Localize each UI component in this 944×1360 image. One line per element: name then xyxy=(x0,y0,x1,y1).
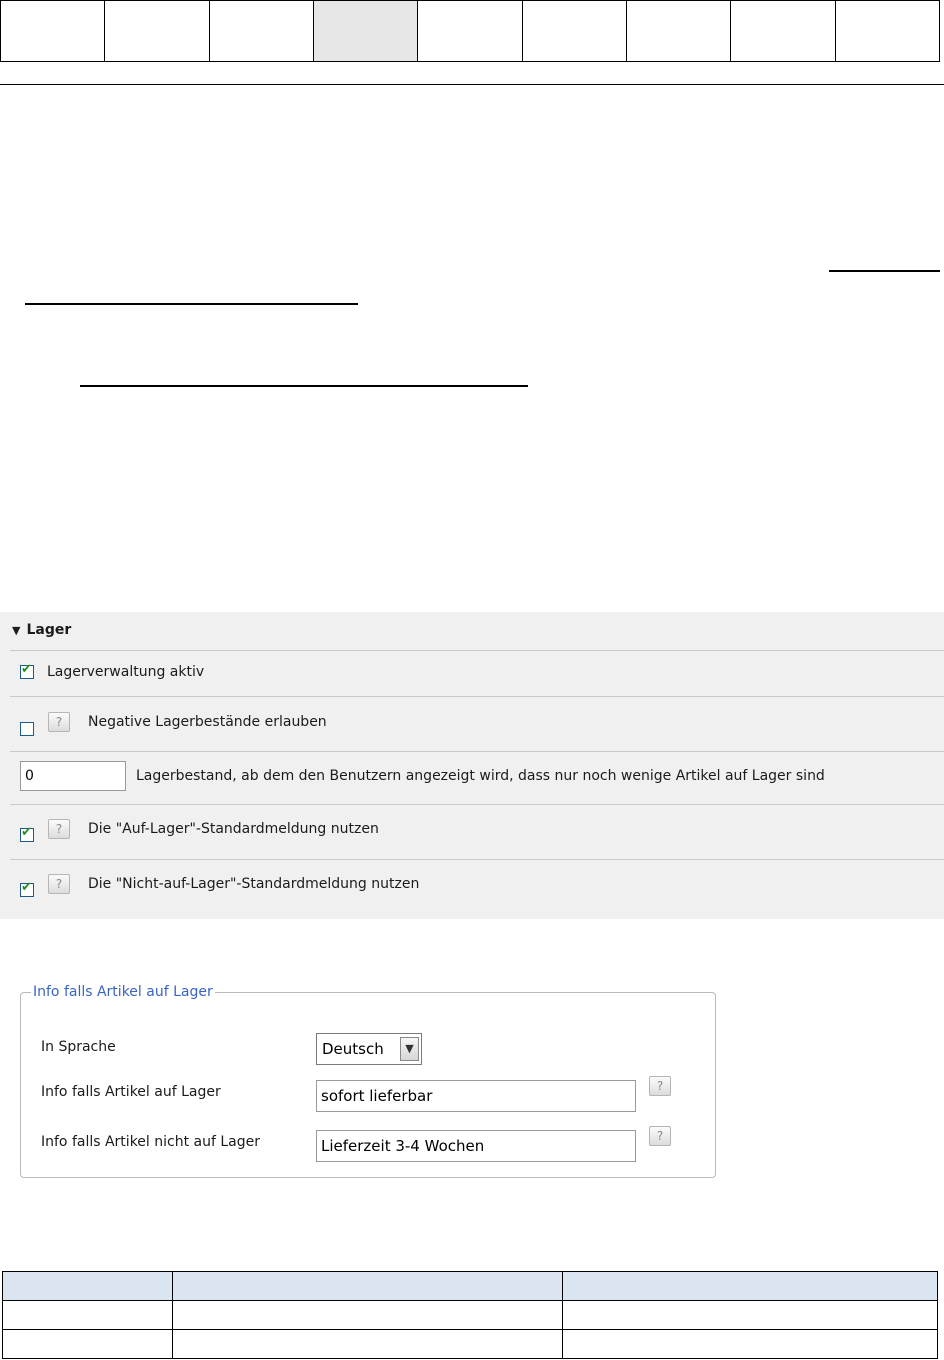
tab-strip xyxy=(0,0,940,62)
divider xyxy=(10,650,944,651)
divider xyxy=(10,804,944,805)
table-cell xyxy=(3,1330,173,1359)
table-header-row xyxy=(3,1272,938,1301)
in-stock-field[interactable] xyxy=(316,1080,636,1112)
tab-cell-8[interactable] xyxy=(731,1,835,61)
out-of-stock-field[interactable] xyxy=(316,1130,636,1162)
triangle-down-icon[interactable]: ▼ xyxy=(12,623,21,637)
lagerverwaltung-label: Lagerverwaltung aktiv xyxy=(47,664,205,680)
nicht-auf-lager-checkbox[interactable] xyxy=(20,883,34,897)
bottom-table xyxy=(2,1271,938,1359)
table-header-cell xyxy=(563,1272,938,1301)
divider xyxy=(10,696,944,697)
lager-panel-title: Lager xyxy=(26,622,72,638)
help-icon[interactable]: ? xyxy=(48,819,70,839)
header-rule xyxy=(0,84,944,85)
negative-row xyxy=(20,708,327,736)
threshold-row xyxy=(20,761,825,791)
chevron-down-icon[interactable]: ▼ xyxy=(400,1037,419,1061)
tab-cell-2[interactable] xyxy=(105,1,209,61)
lager-panel xyxy=(0,612,944,919)
table-row xyxy=(3,1330,938,1359)
help-icon[interactable]: ? xyxy=(649,1076,671,1096)
threshold-label: Lagerbestand, ab dem den Benutzern angezeigt wird, dass nur noch wenige Artikel auf Lager sind xyxy=(136,768,825,784)
link-underline[interactable] xyxy=(25,303,358,305)
tab-cell-5[interactable] xyxy=(418,1,522,61)
table-cell xyxy=(563,1301,938,1330)
language-select[interactable] xyxy=(316,1033,422,1065)
language-value: Deutsch xyxy=(322,1040,384,1058)
divider xyxy=(10,859,944,860)
in-stock-label: Info falls Artikel auf Lager xyxy=(41,1084,221,1100)
tab-cell-7[interactable] xyxy=(627,1,731,61)
table-header-cell xyxy=(173,1272,563,1301)
auf-lager-label: Die "Auf-Lager"-Standardmeldung nutzen xyxy=(88,821,379,837)
lager-panel-header[interactable] xyxy=(12,622,71,638)
threshold-input[interactable] xyxy=(20,761,126,791)
help-icon[interactable]: ? xyxy=(48,874,70,894)
table-cell xyxy=(3,1301,173,1330)
table-header-cell xyxy=(3,1272,173,1301)
table-cell xyxy=(173,1301,563,1330)
link-underline[interactable] xyxy=(829,270,940,272)
auf-lager-row xyxy=(20,816,379,842)
lagerverwaltung-checkbox[interactable] xyxy=(20,665,34,679)
lagerverwaltung-row xyxy=(20,664,204,680)
tab-cell-9[interactable] xyxy=(836,1,939,61)
tab-cell-4-active[interactable] xyxy=(314,1,418,61)
out-of-stock-label: Info falls Artikel nicht auf Lager xyxy=(41,1134,260,1150)
divider xyxy=(10,751,944,752)
tab-cell-6[interactable] xyxy=(523,1,627,61)
nicht-auf-lager-label: Die "Nicht-auf-Lager"-Standardmeldung nutzen xyxy=(88,876,420,892)
table-row xyxy=(3,1301,938,1330)
link-underline[interactable] xyxy=(80,385,528,387)
tab-cell-3[interactable] xyxy=(210,1,314,61)
fieldset-legend: Info falls Artikel auf Lager xyxy=(33,984,213,1000)
negative-checkbox[interactable] xyxy=(20,722,34,736)
tab-cell-1[interactable] xyxy=(1,1,105,61)
auf-lager-checkbox[interactable] xyxy=(20,828,34,842)
help-icon[interactable]: ? xyxy=(48,712,70,732)
language-label: In Sprache xyxy=(41,1039,116,1055)
table-cell xyxy=(173,1330,563,1359)
nicht-auf-lager-row xyxy=(20,871,419,897)
info-fieldset xyxy=(20,984,716,1178)
help-icon[interactable]: ? xyxy=(649,1126,671,1146)
table-cell xyxy=(563,1330,938,1359)
negative-label: Negative Lagerbestände erlauben xyxy=(88,714,327,730)
